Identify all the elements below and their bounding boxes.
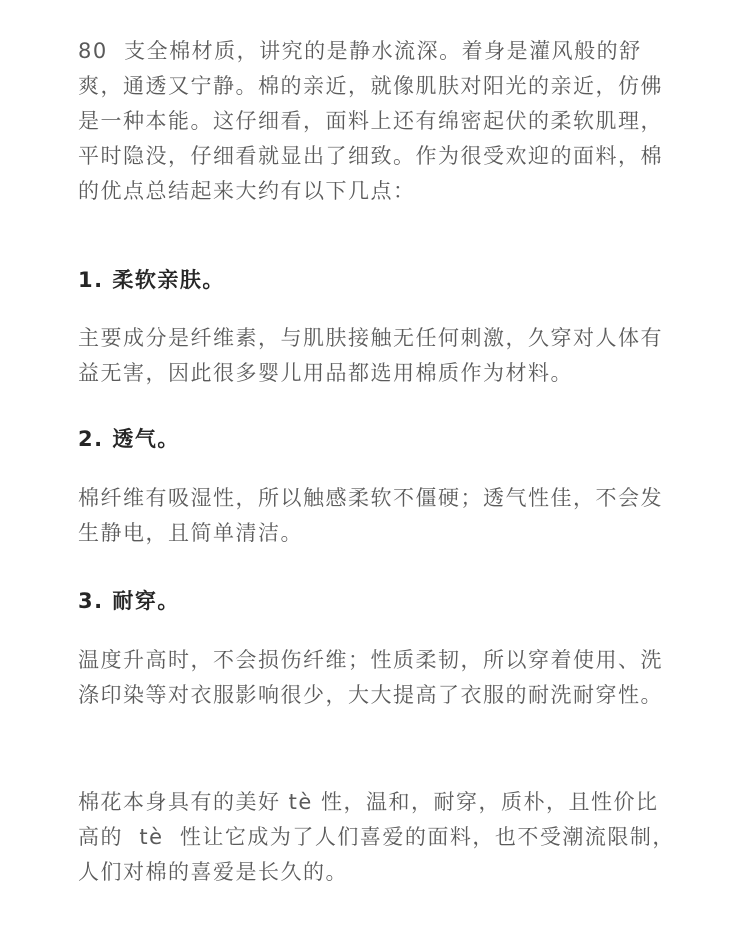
section-body-soft: 主要成分是纤维素，与肌肤接触无任何刺激，久穿对人体有益无害，因此很多婴儿用品都选用棉质作为材料。 (78, 326, 663, 385)
section-heading-breathable: 2. 透气。 (78, 427, 180, 451)
section-body-durable: 温度升高时，不会损伤纤维；性质柔韧，所以穿着使用、洗涤印染等对衣服影响很少，大大提高了衣服的耐洗耐穿性。 (78, 648, 663, 707)
outro-paragraph: 棉花本身具有的美好 tè 性，温和，耐穿，质朴，且性价比高的 tè 性让它成为了人们喜爱的面料，也不受潮流限制，人们对棉的喜爱是长久的。 (78, 790, 675, 884)
section-heading-durable: 3. 耐穿。 (78, 589, 180, 613)
section-body-breathable: 棉纤维有吸湿性，所以触感柔软不僵硬；透气性佳，不会发生静电，且简单清洁。 (78, 486, 663, 545)
section-heading-soft: 1. 柔软亲肤。 (78, 268, 225, 292)
intro-paragraph: 80 支全棉材质，讲究的是静水流深。着身是灌风般的舒爽，通透又宁静。棉的亲近，就像肌肤对阳光的亲近，仿佛是一种本能。这仔细看，面料上还有绵密起伏的柔软肌理，平时隐没，仔细看就显出了细致。作为很受欢迎的面料，棉的优点总结起来大约有以下几点： (78, 39, 663, 203)
